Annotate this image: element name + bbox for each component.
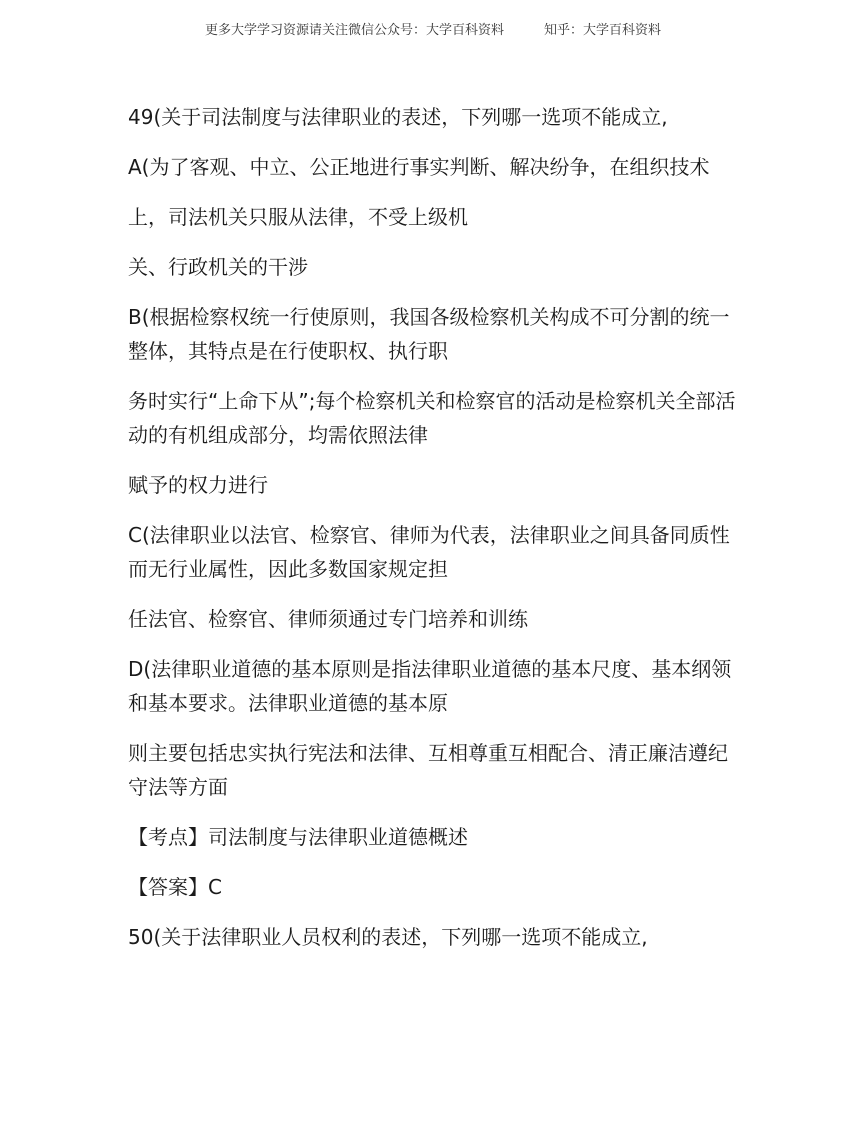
option-c-part-2: 任法官、检察官、律师须通过专门培养和训练	[128, 607, 528, 631]
option-b-part-2: 务时实行“上命下从”;每个检察机关和检察官的活动是检察机关全部活动的有机组成部分，均需依照法律	[128, 389, 736, 447]
option-b-part-1: B(根据检察权统一行使原则，我国各级检察机关构成不可分割的统一整体，其特点是在行使职权、执行职	[128, 305, 730, 363]
option-b-part-3: 赋予的权力进行	[128, 473, 268, 497]
header-right-text: 知乎：大学百科资料	[544, 23, 662, 38]
option-a-part-1: A(为了客观、中立、公正地进行事实判断、解决纷争，在组织技术	[128, 155, 710, 179]
option-d-part-2: 则主要包括忠实执行宪法和法律、互相尊重互相配合、清正廉洁遵纪守法等方面	[128, 741, 728, 799]
option-a-part-2: 上，司法机关只服从法律，不受上级机	[128, 205, 468, 229]
answer: 【答案】C	[128, 875, 222, 899]
option-c-part-1: C(法律职业以法官、检察官、律师为代表，法律职业之间具备同质性而无行业属性，因此多数国家规定担	[128, 523, 730, 581]
header-left-text: 更多大学学习资源请关注微信公众号：大学百科资料	[204, 23, 504, 38]
option-d-part-1: D(法律职业道德的基本原则是指法律职业道德的基本尺度、基本纲领和基本要求。法律职业道德的基本原	[128, 657, 732, 715]
question-49: 49(关于司法制度与法律职业的表述，下列哪一选项不能成立,	[128, 105, 668, 129]
page-header	[0, 19, 866, 38]
document-body	[128, 100, 738, 970]
question-50: 50(关于法律职业人员权利的表述，下列哪一选项不能成立,	[128, 925, 648, 949]
key-point: 【考点】司法制度与法律职业道德概述	[128, 825, 468, 849]
option-a-part-3: 关、行政机关的干涉	[128, 255, 308, 279]
